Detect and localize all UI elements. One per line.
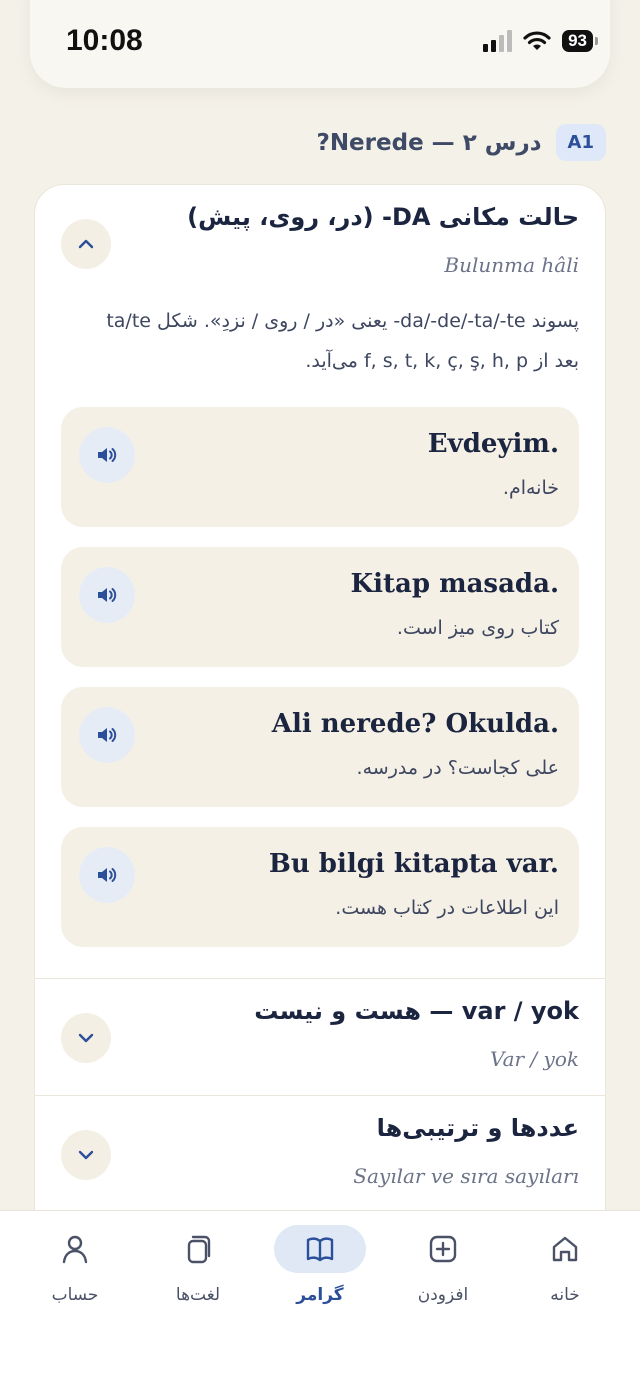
system-icons	[483, 30, 598, 52]
example-translation: کتاب روی میز است.	[396, 617, 559, 639]
bottom-navigation	[0, 1210, 640, 1386]
section-header-locative[interactable]	[35, 185, 605, 285]
play-audio-button[interactable]	[79, 847, 135, 903]
example-turkish: Kitap masada.	[350, 569, 559, 599]
speaker-icon	[95, 863, 119, 887]
section-title: var / yok — هست و نیست	[254, 997, 579, 1025]
status-bar	[0, 0, 640, 84]
lesson-header	[316, 124, 606, 161]
example-turkish: Evdeyim.	[427, 429, 559, 459]
nav-label: لغت‌ها	[175, 1285, 221, 1305]
nav-label: حساب	[51, 1285, 99, 1305]
play-audio-button[interactable]	[79, 427, 135, 483]
chevron-down-icon	[76, 1145, 96, 1165]
speaker-icon	[95, 583, 119, 607]
section-subtitle: Bulunma hâli	[444, 253, 579, 277]
section-header-numbers[interactable]	[35, 1096, 605, 1212]
nav-label: خانه	[550, 1285, 580, 1305]
chevron-up-icon	[76, 234, 96, 254]
battery-indicator	[562, 30, 598, 52]
nav-home[interactable]	[510, 1225, 620, 1305]
play-audio-button[interactable]	[79, 567, 135, 623]
section-subtitle: Var / yok	[489, 1047, 579, 1071]
section-description: پسوند ‎-da/-de/-ta/-te‎ یعنی «در / روی / نزدِ». شکل ‎ta/te‎ بعد از ‎f, s, t, k, ç, ş, h, p‎ می‌آید.	[106, 310, 579, 372]
expand-button[interactable]	[61, 1013, 111, 1063]
nav-grammar[interactable]	[265, 1225, 375, 1305]
nav-label: افزودن	[417, 1285, 469, 1305]
status-time: 10:08	[66, 24, 143, 57]
nav-account[interactable]	[20, 1225, 130, 1305]
example-translation: این اطلاعات در کتاب هست.	[335, 897, 559, 919]
cellular-signal-icon	[483, 30, 512, 52]
book-icon	[303, 1232, 337, 1266]
example-turkish: Bu bilgi kitapta var.	[268, 849, 559, 879]
chevron-down-icon	[76, 1028, 96, 1048]
home-icon	[548, 1232, 582, 1266]
example-turkish: Ali nerede? Okulda.	[271, 709, 559, 739]
user-icon	[58, 1232, 92, 1266]
lesson-title: درس ۲ — Nerede?	[316, 129, 542, 156]
nav-add[interactable]	[388, 1225, 498, 1305]
section-subtitle: Sayılar ve sıra sayıları	[353, 1164, 579, 1188]
nav-vocab[interactable]	[143, 1225, 253, 1305]
example-translation: علی کجاست؟ در مدرسه.	[356, 757, 559, 779]
section-title: عددها و ترتیبی‌ها	[376, 1114, 579, 1142]
section-title: حالت مکانی DA- (در، روی، پیش)	[187, 203, 579, 231]
speaker-icon	[95, 443, 119, 467]
nav-label: گرامر	[296, 1285, 344, 1305]
example-card	[61, 407, 579, 527]
example-card	[61, 827, 579, 947]
example-card	[61, 687, 579, 807]
speaker-icon	[95, 723, 119, 747]
collapse-button[interactable]	[61, 219, 111, 269]
cards-icon	[181, 1232, 215, 1266]
play-audio-button[interactable]	[79, 707, 135, 763]
add-square-icon	[426, 1232, 460, 1266]
example-card	[61, 547, 579, 667]
wifi-icon	[522, 30, 552, 52]
grammar-card	[34, 184, 606, 1284]
example-translation: خانه‌ام.	[502, 477, 559, 499]
expand-button[interactable]	[61, 1130, 111, 1180]
section-header-var-yok[interactable]	[35, 979, 605, 1095]
battery-level: 93	[562, 30, 593, 52]
level-badge: A1	[556, 124, 606, 161]
